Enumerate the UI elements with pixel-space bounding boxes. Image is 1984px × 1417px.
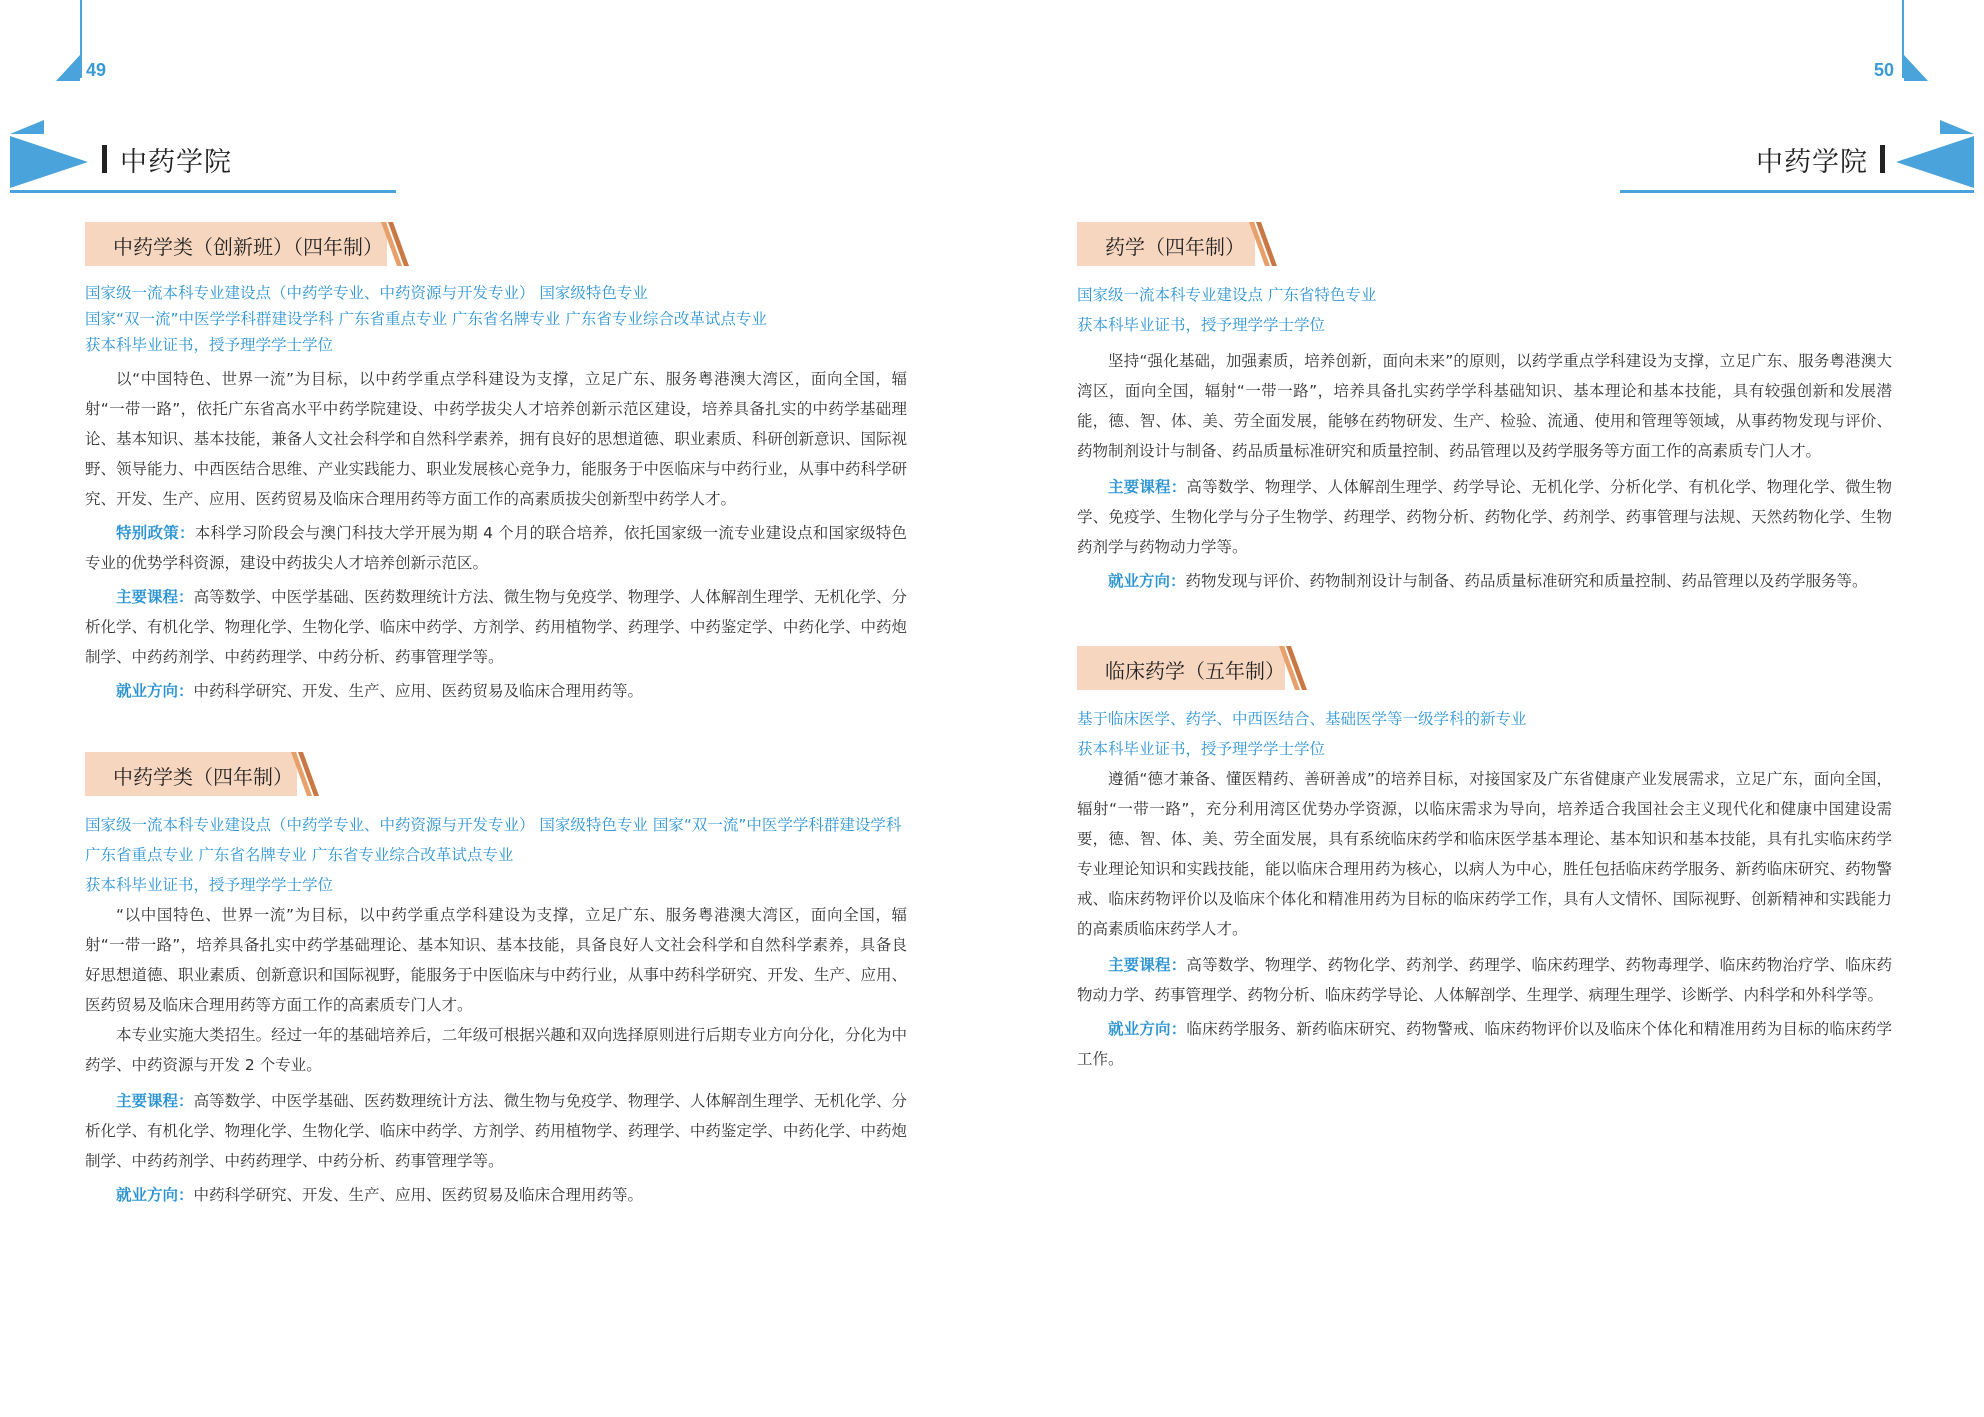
- section-tag: 获本科毕业证书，授予理学学士学位: [85, 876, 334, 894]
- courses-label: 主要课程：: [116, 1092, 194, 1110]
- section-intro-2: 本专业实施大类招生。经过一年的基础培养后，二年级可根据兴趣和双向选择原则进行后期专业方向分化，分化为中药学、中药资源与开发 2 个专业。: [85, 1026, 907, 1074]
- section-tag: 国家级一流本科专业建设点（中药学专业、中药资源与开发专业） 国家级特色专业 国家“双一流”中医学学科群建设学科 广东省重点专业 广东省名牌专业 广东省专业综合改革试点专业: [85, 816, 902, 864]
- right-page: [992, 0, 1984, 1417]
- header-wedge-small: [1940, 120, 1974, 134]
- section-header: [1077, 646, 1892, 690]
- main-courses: [85, 582, 907, 672]
- special-policy: [85, 518, 907, 578]
- courses-text: 高等数学、物理学、人体解剖生理学、药学导论、无机化学、分析化学、有机化学、物理化学、微生物学、免疫学、生物化学与分子生物学、药理学、药物分析、药物化学、药剂学、药事管理与法规、天然药物化学、生物药剂学与药物动力学等。: [1077, 478, 1892, 556]
- header-bar: [1880, 145, 1885, 173]
- section-title: 药学（四年制）: [1105, 235, 1245, 259]
- courses-label: 主要课程：: [1108, 956, 1187, 974]
- corner-triangle: [1904, 55, 1928, 81]
- career-label: 就业方向：: [116, 1186, 194, 1204]
- header-title: 中药学院: [120, 147, 232, 178]
- page-number: 49: [86, 60, 107, 80]
- right-column: [1077, 222, 1892, 1074]
- career-direction: [85, 1180, 907, 1210]
- career-direction: [1077, 1014, 1892, 1074]
- courses-text: 高等数学、中医学基础、医药数理统计方法、微生物与免疫学、物理学、人体解剖生理学、无机化学、分析化学、有机化学、物理化学、生物化学、临床中药学、方剂学、药用植物学、药理学、中药鉴定学、中药化学、中药炮制学、中药药剂学、中药药理学、中药分析、药事管理学等。: [85, 588, 907, 666]
- main-courses: [1077, 472, 1892, 562]
- courses-label: 主要课程：: [1108, 478, 1187, 496]
- section-title: 中药学类（创新班）（四年制）: [113, 235, 383, 259]
- section-intro: 坚持“强化基础，加强素质，培养创新，面向未来”的原则，以药学重点学科建设为支撑，立足广东、服务粤港澳大湾区，面向全国，辐射“一带一路”，培养具备扎实药学学科基础知识、基本理论和基本技能，具有较强创新和发展潜能，德、智、体、美、劳全面发展，能够在药物研发、生产、检验、流通、使用和管理等领域，从事药物发现与评价、药物制剂设计与制备、药品质量标准研究和质量控制、药品管理以及药学服务等方面工作的高素质专门人才。: [1077, 352, 1892, 460]
- section-tag: 国家级一流本科专业建设点 广东省特色专业: [1077, 286, 1377, 304]
- section-tag: 国家“双一流”中医学学科群建设学科 广东省重点专业 广东省名牌专业 广东省专业综合改革试点专业: [85, 310, 767, 328]
- corner-line: [80, 0, 82, 78]
- section-tag: 获本科毕业证书，授予理学学士学位: [1077, 740, 1326, 758]
- career-label: 就业方向：: [1108, 1020, 1187, 1038]
- career-label: 就业方向：: [116, 682, 194, 700]
- section-header: [85, 222, 907, 266]
- page-number: 50: [1874, 60, 1895, 80]
- section-title: 临床药学（五年制）: [1105, 659, 1285, 683]
- header-rule: [1620, 190, 1974, 193]
- section-title: 中药学类（四年制）: [113, 765, 293, 789]
- policy-text: 本科学习阶段会与澳门科技大学开展为期 4 个月的联合培养，依托国家级一流专业建设点和国家级特色专业的优势学科资源，建设中药拔尖人才培养创新示范区。: [85, 524, 907, 572]
- career-direction: [85, 676, 907, 706]
- section-tag: 基于临床医学、药学、中西医结合、基础医学等一级学科的新专业: [1077, 710, 1527, 728]
- corner-triangle: [56, 55, 80, 81]
- section-tag: 获本科毕业证书，授予理学学士学位: [85, 336, 334, 354]
- section-tag: 获本科毕业证书，授予理学学士学位: [1077, 316, 1326, 334]
- header-bar: [102, 145, 107, 173]
- career-text: 药物发现与评价、药物制剂设计与制备、药品质量标准研究和质量控制、药品管理以及药学服务等。: [1185, 572, 1868, 590]
- header-wedge-arrow: [10, 136, 88, 188]
- courses-text: 高等数学、物理学、药物化学、药剂学、药理学、临床药理学、药物毒理学、临床药物治疗学、临床药物动力学、药事管理学、药物分析、临床药学导论、人体解剖学、生理学、病理生理学、诊断学、内科学和外科学等。: [1077, 956, 1892, 1004]
- section-tag: 国家级一流本科专业建设点（中药学专业、中药资源与开发专业） 国家级特色专业: [85, 284, 648, 302]
- section-intro: 遵循“德才兼备、懂医精药、善研善成”的培养目标，对接国家及广东省健康产业发展需求，立足广东，面向全国，辐射“一带一路”，充分利用湾区优势办学资源，以临床需求为导向，培养适合我国社会主义现代化和健康中国建设需要，德、智、体、美、劳全面发展，具有系统临床药学和临床医学基本理论、基本知识和基本技能，具有扎实临床药学专业理论知识和实践技能，能以临床合理用药为核心，以病人为中心，胜任包括临床药学服务、新药临床研究、药物警戒、临床药物评价以及临床个体化和精准用药为目标的临床药学工作，具有人文情怀、国际视野、创新精神和实践能力的高素质临床药学人才。: [1077, 770, 1892, 938]
- career-direction: [1077, 566, 1892, 596]
- courses-label: 主要课程：: [116, 588, 194, 606]
- section-header: [85, 752, 907, 796]
- header-wedge-arrow: [1896, 136, 1974, 188]
- main-courses: [1077, 950, 1892, 1010]
- career-text: 中药科学研究、开发、生产、应用、医药贸易及临床合理用药等。: [193, 682, 644, 700]
- policy-label: 特别政策：: [116, 524, 195, 542]
- courses-text: 高等数学、中医学基础、医药数理统计方法、微生物与免疫学、物理学、人体解剖生理学、无机化学、分析化学、有机化学、物理化学、生物化学、临床中药学、方剂学、药用植物学、药理学、中药鉴定学、中药化学、中药炮制学、中药药剂学、中药药理学、中药分析、药事管理学等。: [85, 1092, 907, 1170]
- section-intro: 以“中国特色、世界一流”为目标，以中药学重点学科建设为支撑，立足广东、服务粤港澳大湾区，面向全国，辐射“一带一路”，依托广东省高水平中药学院建设、中药学拔尖人才培养创新示范区建设，培养具备扎实的中药学基础理论、基本知识、基本技能，兼备人文社会科学和自然科学素养，拥有良好的思想道德、职业素质、科研创新意识、国际视野、领导能力、中西医结合思维、产业实践能力、职业发展核心竞争力，能服务于中医临床与中药行业，从事中药科学研究、开发、生产、应用、医药贸易及临床合理用药等方面工作的高素质拔尖创新型中药学人才。: [85, 370, 907, 508]
- career-text: 临床药学服务、新药临床研究、药物警戒、临床药物评价以及临床个体化和精准用药为目标的临床药学工作。: [1077, 1020, 1892, 1068]
- header-title: 中药学院: [1756, 147, 1868, 178]
- main-courses: [85, 1086, 907, 1176]
- section-header: [1077, 222, 1892, 266]
- career-text: 中药科学研究、开发、生产、应用、医药贸易及临床合理用药等。: [193, 1186, 644, 1204]
- left-column: [85, 222, 907, 1210]
- header-wedge-small: [10, 120, 44, 134]
- section-intro: “以中国特色、世界一流”为目标，以中药学重点学科建设为支撑，立足广东、服务粤港澳大湾区，面向全国，辐射“一带一路”，培养具备扎实中药学基础理论、基本知识、基本技能，具备良好人文社会科学和自然科学素养，具备良好思想道德、职业素质、创新意识和国际视野，能服务于中医临床与中药行业，从事中药科学研究、开发、生产、应用、医药贸易及临床合理用药等方面工作的高素质专门人才。: [85, 906, 907, 1014]
- header-rule: [10, 190, 396, 193]
- career-label: 就业方向：: [1108, 572, 1186, 590]
